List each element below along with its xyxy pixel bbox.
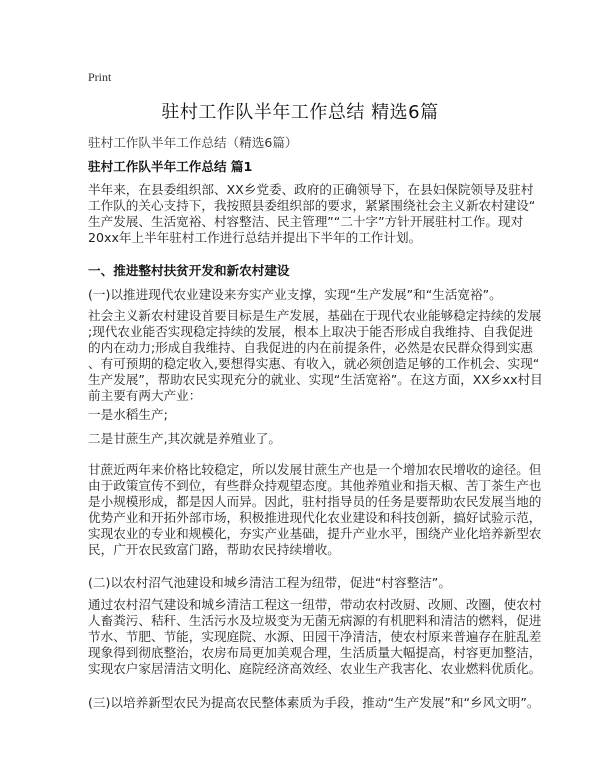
industry-item-2: 二是甘蔗生产,其次就是养殖业了。 — [88, 431, 281, 446]
text-line: 工作队的关心支持下，我按照县委组织部的要求，紧紧围绕社会主义新农村建设“ — [88, 198, 536, 213]
subheading-3: (三)以培养新型农民为提高农民整体素质为手段，推动“生产发展”和“乡风文明”。 — [88, 695, 540, 710]
intro-paragraph — [88, 182, 536, 246]
text-line: 民，广开农民致富门路，帮助农民持续增收。 — [88, 542, 340, 557]
paragraph-1 — [88, 308, 543, 404]
text-line: 生产发展、生活宽裕、村容整洁、民主管理”“二十字”方针开展驻村工作。现对 — [88, 214, 524, 229]
text-line: 实现农户家居清洁文明化、庭院经济高效经、农业生产我害化、农业燃料优质化。 — [88, 661, 542, 676]
text-line: 20xx年上半年驻村工作进行总结并提出下半年的工作计划。 — [88, 230, 422, 245]
text-line: 半年来，在县委组织部、XX乡党委、政府的正确领导下，在县妇保院领导及驻村 — [88, 182, 534, 197]
text-line: 由于政策宣传不到位，有些群众持观望态度。其他养殖业和指天椒、苦丁茶生产也 — [88, 478, 542, 493]
industry-item-1: 一是水稻生产; — [88, 407, 168, 422]
text-line: 节水、节肥、节能，实现庭院、水源、田园干净清洁，使农村原来普遍存在脏乱差 — [88, 629, 542, 644]
text-line: 生产发展”，帮助农民实现充分的就业、实现“生活宽裕”。在这方面，XX乡xx村目 — [88, 372, 543, 387]
subheading-1: (一)以推进现代农业建设来夯实产业支撑，实现“生产发展”和“生活宽裕”。 — [88, 287, 502, 302]
page-title: 驻村工作队半年工作总结 精选6篇 — [161, 102, 439, 123]
paragraph-3 — [88, 597, 542, 677]
section-title: 驻村工作队半年工作总结 篇1 — [88, 159, 253, 174]
text-line: 优势产业和开拓外部市场，积极推进现代化农业建设和科技创新，搞好试验示范， — [88, 510, 542, 525]
text-line: 是小规模形成，都是因人而异。因此，驻村指导员的任务是要帮助农民发展当地的 — [88, 494, 542, 509]
text-line: 人畜粪污、秸秆、生活污水及垃圾变为无菌无病源的有机肥料和清洁的燃料，促进 — [88, 613, 542, 628]
text-line: ;现代农业能否实现稳定持续的发展，根本上取决于能否形成自我维持、自我促进 — [88, 324, 534, 339]
print-label[interactable]: Print — [88, 70, 112, 84]
paragraph-2 — [88, 462, 542, 558]
text-line: 的内在动力;形成自我维持、自我促进的内在前提条件，必然是农民群众得到实惠 — [88, 340, 534, 355]
subheading-2: (二)以农村沼气池建设和城乡清洁工程为纽带，促进“村容整洁”。 — [88, 575, 451, 590]
text-line: 通过农村沼气建设和城乡清洁工程这一纽带，带动农村改厨、改厕、改圈，使农村 — [88, 597, 542, 612]
document-subtitle: 驻村工作队半年工作总结（精选6篇） — [88, 135, 298, 150]
text-line: 甘蔗近两年来价格比较稳定，所以发展甘蔗生产也是一个增加农民增收的途径。但 — [88, 462, 542, 477]
text-line: 前主要有两大产业： — [88, 388, 202, 403]
text-line: 、有可预期的稳定收入,要想得实惠、有收入，就必须创造足够的工作机会、实现“ — [88, 356, 540, 371]
text-line: 实现农业的专业和规模化，夯实产业基础，提升产业水平，围绕产业化培养新型农 — [88, 526, 542, 541]
text-line: 社会主义新农村建设首要目标是生产发展，基础在于现代农业能够稳定持续的发展 — [88, 308, 542, 323]
heading-1: 一、推进整村扶贫开发和新农村建设 — [88, 263, 290, 278]
text-line: 现象得到彻底整治，农房布局更加美观合理，生活质量大幅提高，村容更加整洁， — [88, 645, 542, 660]
